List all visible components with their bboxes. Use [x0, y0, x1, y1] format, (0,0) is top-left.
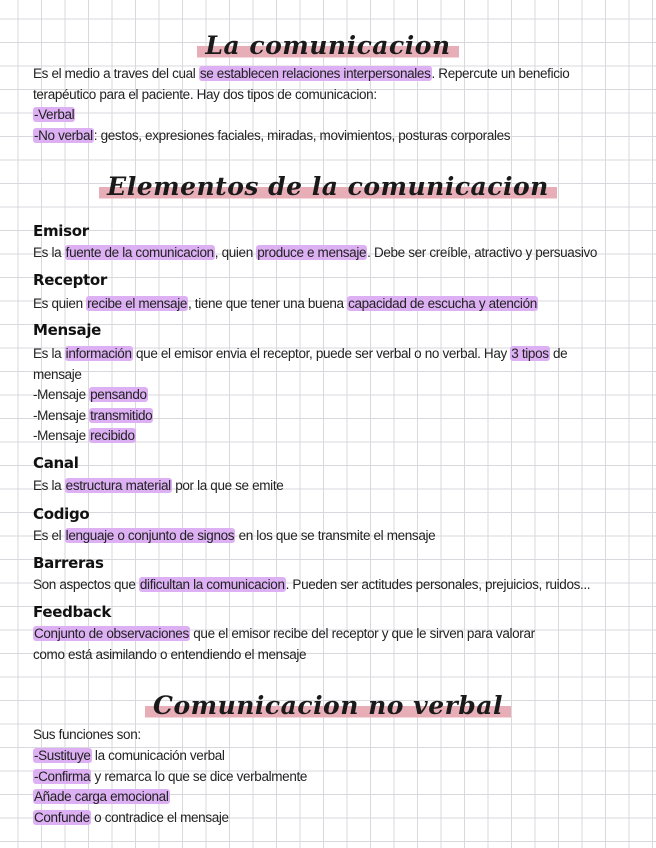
highlight: pensando	[90, 387, 147, 402]
heading-receptor: Receptor	[33, 271, 107, 289]
highlight: se establecen relaciones interpersonales	[199, 66, 431, 81]
highlight: recibe el mensaje	[87, 296, 187, 311]
feedback-text-1: Conjunto de observaciones que el emisor recibe del receptor y que le sirven para valorar	[34, 626, 535, 641]
heading-feedback: Feedback	[33, 603, 112, 621]
highlight: transmitido	[90, 407, 153, 423]
highlight: estructura material	[65, 478, 171, 493]
highlight: Añade carga emocional	[34, 789, 169, 804]
intro-line-4: -No verbal: gestos, expresiones faciales, miradas, movimientos, posturas corporales	[34, 127, 511, 143]
feedback-text-2: como está asimilando o entendiendo el mensaje	[33, 646, 307, 662]
highlight: -No verbal	[34, 127, 93, 143]
mensaje-item-1: -Mensaje pensando	[33, 387, 147, 402]
canal-text: Es la estructura material por la que se emite	[33, 478, 284, 493]
heading-emisor: Emisor	[33, 222, 89, 240]
mensaje-text-2: mensaje	[33, 366, 82, 382]
highlight: dificultan la comunicacion	[139, 577, 285, 592]
noverbal-item-4: Confunde o contradice el mensaje	[34, 809, 229, 825]
heading-codigo: Codigo	[33, 505, 90, 523]
mensaje-text-1: Es la información que el emisor envia el receptor, puede ser verbal o no verbal. Hay 3 tipos de	[33, 346, 568, 361]
receptor-text: Es quien recibe el mensaje, tiene que tener una buena capacidad de escucha y atención	[33, 296, 537, 311]
title-no-verbal: Comunicacion no verbal	[0, 691, 656, 721]
highlight: -Sustituye	[34, 748, 91, 763]
noverbal-intro: Sus funciones son:	[33, 727, 141, 742]
mensaje-item-3: -Mensaje recibido	[33, 428, 135, 443]
noverbal-item-3	[33, 787, 638, 808]
highlight: -Confirma	[34, 768, 91, 784]
barreras-text: Son aspectos que dificultan la comunicacion. Pueden ser actitudes personales, prejuicios, ruidos...	[33, 577, 591, 592]
highlight: 3 tipos	[511, 346, 549, 361]
intro-line-1: Es el medio a traves del cual se establecen relaciones interpersonales. Repercute un beneficio	[33, 66, 570, 81]
title-elementos: Elementos de la comunicacion	[0, 172, 656, 202]
heading-canal: Canal	[33, 454, 79, 472]
noverbal-item-2: -Confirma y remarca lo que se dice verbalmente	[34, 768, 308, 784]
highlight: lenguaje o conjunto de signos	[65, 528, 235, 543]
codigo-text: Es el lenguaje o conjunto de signos en los que se transmite el mensaje	[33, 528, 436, 543]
highlight: Conjunto de observaciones	[34, 626, 189, 641]
highlight: recibido	[90, 428, 135, 443]
heading-mensaje: Mensaje	[33, 321, 102, 339]
intro-line-2: terapéutico para el paciente. Hay dos tipos de comunicacion:	[33, 86, 377, 102]
mensaje-item-2: -Mensaje transmitido	[33, 407, 153, 423]
emisor-text: Es la fuente de la comunicacion, quien produce e mensaje. Debe ser creíble, atractivo y persuasivo	[33, 245, 598, 260]
highlight: información	[65, 346, 132, 361]
intro-line-3	[33, 105, 638, 126]
highlight: produce e mensaje	[257, 245, 367, 260]
title-la-comunicacion: La comunicacion	[0, 31, 656, 61]
highlight: capacidad de escucha y atención	[348, 296, 537, 311]
heading-barreras: Barreras	[33, 554, 104, 572]
highlight: -Verbal	[34, 107, 75, 122]
highlight: Confunde	[34, 809, 90, 825]
highlight: fuente de la comunicacion	[65, 245, 214, 260]
noverbal-item-1: -Sustituye la comunicación verbal	[34, 748, 225, 763]
